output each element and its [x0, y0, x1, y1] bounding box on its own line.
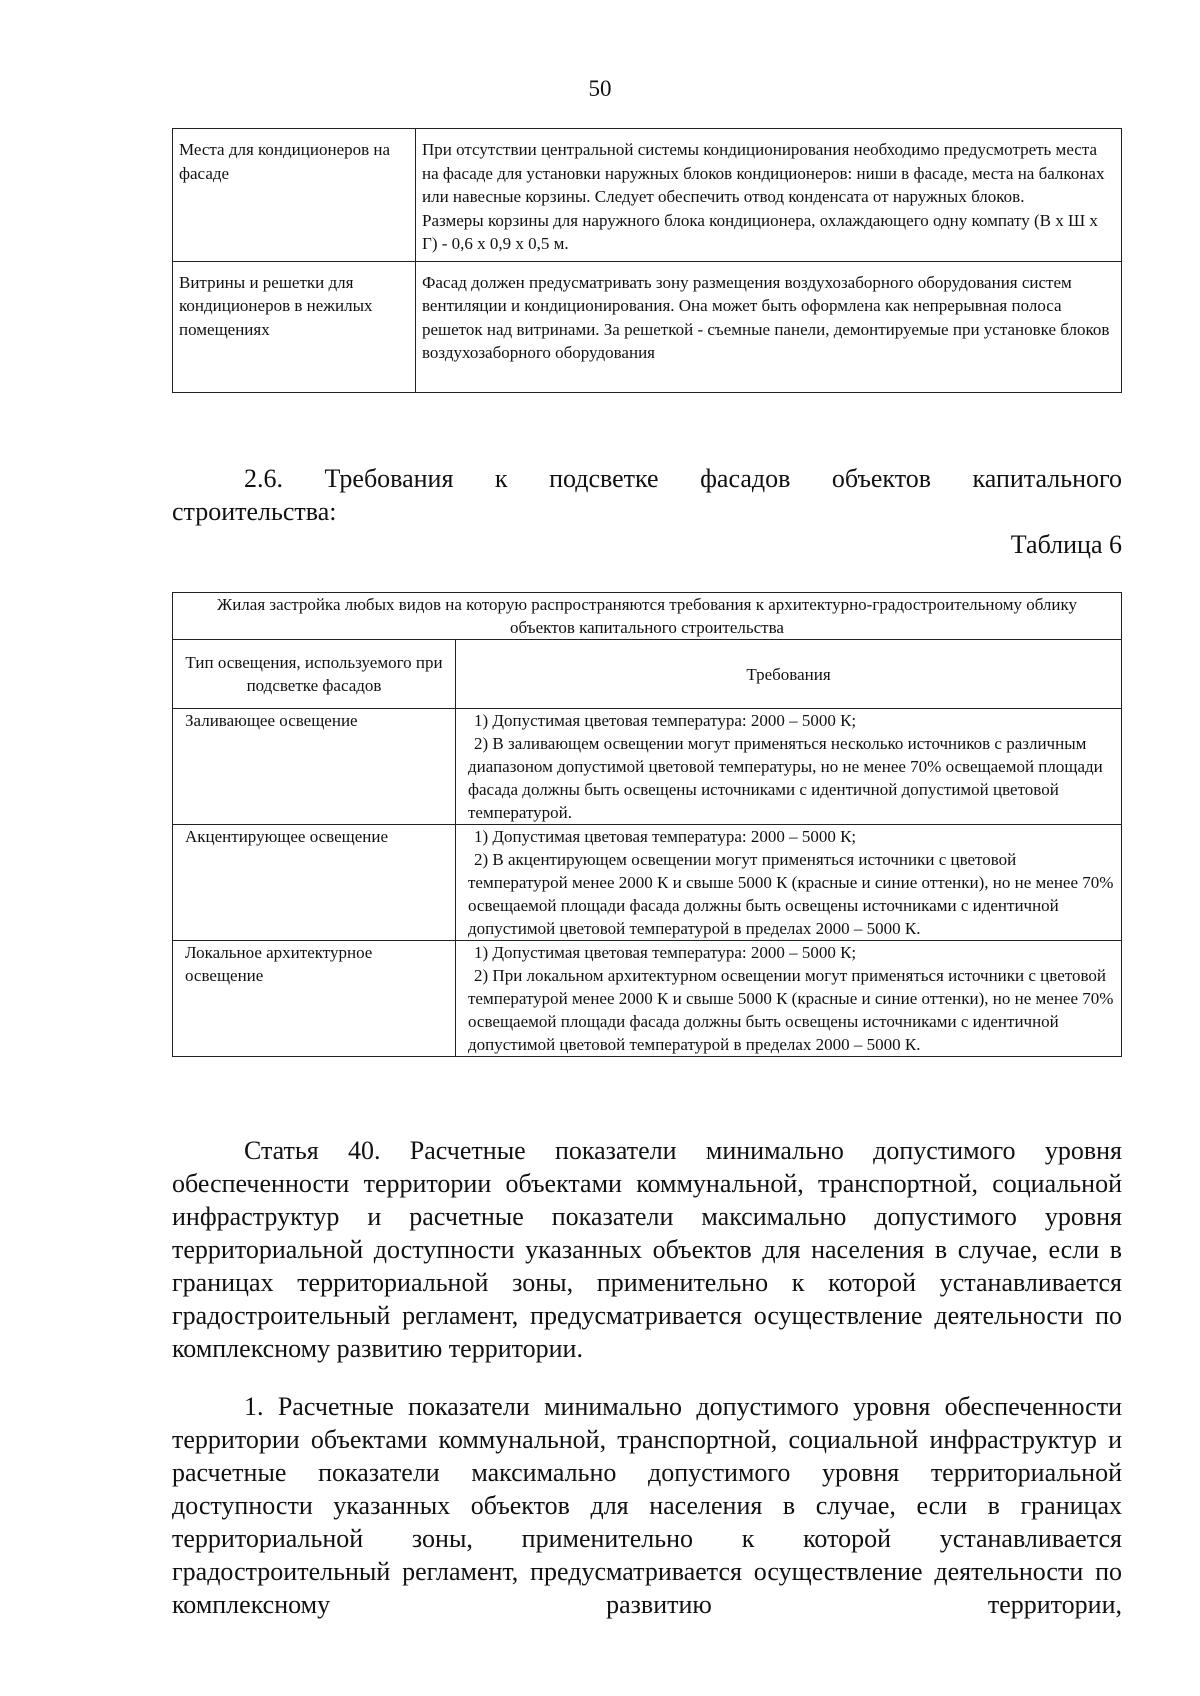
- page-number: 50: [588, 76, 612, 101]
- table-row: [173, 825, 1122, 941]
- air-conditioner-table: [172, 128, 1122, 393]
- table-header-row: [173, 640, 1122, 709]
- facade-lighting-table: [172, 592, 1122, 1057]
- section-heading-line: 2.6. Требования к подсветке фасадов объектов капитального: [244, 464, 1122, 493]
- table-col-header: Требования: [456, 640, 1122, 709]
- section-heading-line: строительства:: [172, 497, 337, 526]
- table-cell-requirements: [456, 709, 1122, 825]
- table-cell-label: Витрины и решетки для кондиционеров в нежилых помещениях: [173, 261, 416, 392]
- table-header-row: [173, 593, 1122, 640]
- body-paragraph: 1. Расчетные показатели минимально допустимого уровня обеспеченности территории объектами коммунальной, транспортной, социальной инфраструктур и расчетные показатели максимально допустимого уровня территориальной доступности указанных объектов для населения в случае, если в границах территориальной зоны, применительно к которой устанавливается градостроительный регламент, предусматривается осуществление деятельности по комплексному развитию территории,: [172, 1392, 1122, 1619]
- requirement-item: 2) При локальном архитектурном освещении могут применяться источники с цветовой температурой менее 2000 К и свыше 5000 К (красные и синие оттенки), но не менее 70% освещаемой площади фасада должны быть освещены источниками с идентичной допустимой цветовой температурой в пределах 2000 – 5000 К.: [468, 966, 1114, 1054]
- table-cell-text: Фасад должен предусматривать зону размещения воздухозаборного оборудования систем вентиляции и кондиционирования. Она может быть оформлена как непрерывная полоса решеток над витринами. За решеткой - съемные панели, демонтируемые при установке блоков воздухозаборного оборудования: [416, 261, 1122, 392]
- requirement-item: 1) Допустимая цветовая температура: 2000 – 5000 К;: [474, 711, 857, 730]
- table-cell-requirements: [456, 941, 1122, 1057]
- table-caption: Таблица 6: [1010, 530, 1122, 559]
- requirement-item: 1) Допустимая цветовая температура: 2000 – 5000 К;: [474, 827, 857, 846]
- cell-text-part: Размеры корзины для наружного блока кондиционера, охлаждающего одну компату (В х Ш х Г) - 0,6 х 0,9 х 0,5 м.: [422, 210, 1098, 253]
- requirement-item: 2) В заливающем освещении могут применяться несколько источников с различным диапазоном допустимой цветовой температуры, но не менее 70% освещаемой площади фасада должны быть освещены источниками с идентичной допустимой цветовой температурой.: [468, 734, 1103, 822]
- table-cell-type: Акцентирующее освещение: [173, 825, 456, 941]
- table-row: [173, 941, 1122, 1057]
- table-cell-type: Заливающее освещение: [173, 709, 456, 825]
- table-row: [173, 709, 1122, 825]
- cell-text-part: При отсутствии центральной системы кондиционирования необходимо предусмотреть места на фасаде для установки наружных блоков кондиционеров: ниши в фасаде, места на балконах или навесные корзины. Следует обеспечить отвод конденсата от наружных блоков.: [422, 140, 1105, 206]
- table-col-header: Тип освещения, используемого при подсветке фасадов: [173, 640, 456, 709]
- table-span-header: Жилая застройка любых видов на которую распространяются требования к архитектурно-градостроительному облику объектов капитального строительства: [173, 593, 1122, 640]
- table-cell-text: [416, 129, 1122, 262]
- article-heading: Статья 40. Расчетные показатели минимально допустимого уровня обеспеченности территории объектами коммунальной, транспортной, социальной инфраструктур и расчетные показатели максимально допустимого уровня территориальной доступности указанных объектов для населения в случае, если в границах территориальной зоны, применительно к которой устанавливается градостроительный регламент, предусматривается осуществление деятельности по комплексному развитию территории.: [172, 1136, 1122, 1363]
- table-row: [173, 129, 1122, 262]
- table-row: [173, 261, 1122, 392]
- table-cell-type: Локальное архитектурное освещение: [173, 941, 456, 1057]
- section-heading: [172, 462, 1122, 528]
- requirement-item: 1) Допустимая цветовая температура: 2000 – 5000 К;: [474, 943, 857, 962]
- requirement-item: 2) В акцентирующем освещении могут применяться источники с цветовой температурой менее 2000 К и свыше 5000 К (красные и синие оттенки), но не менее 70% освещаемой площади фасада должны быть освещены источниками с идентичной допустимой цветовой температурой в пределах 2000 – 5000 К.: [468, 850, 1114, 938]
- table-cell-label: Места для кондиционеров на фасаде: [173, 129, 416, 262]
- table-cell-requirements: [456, 825, 1122, 941]
